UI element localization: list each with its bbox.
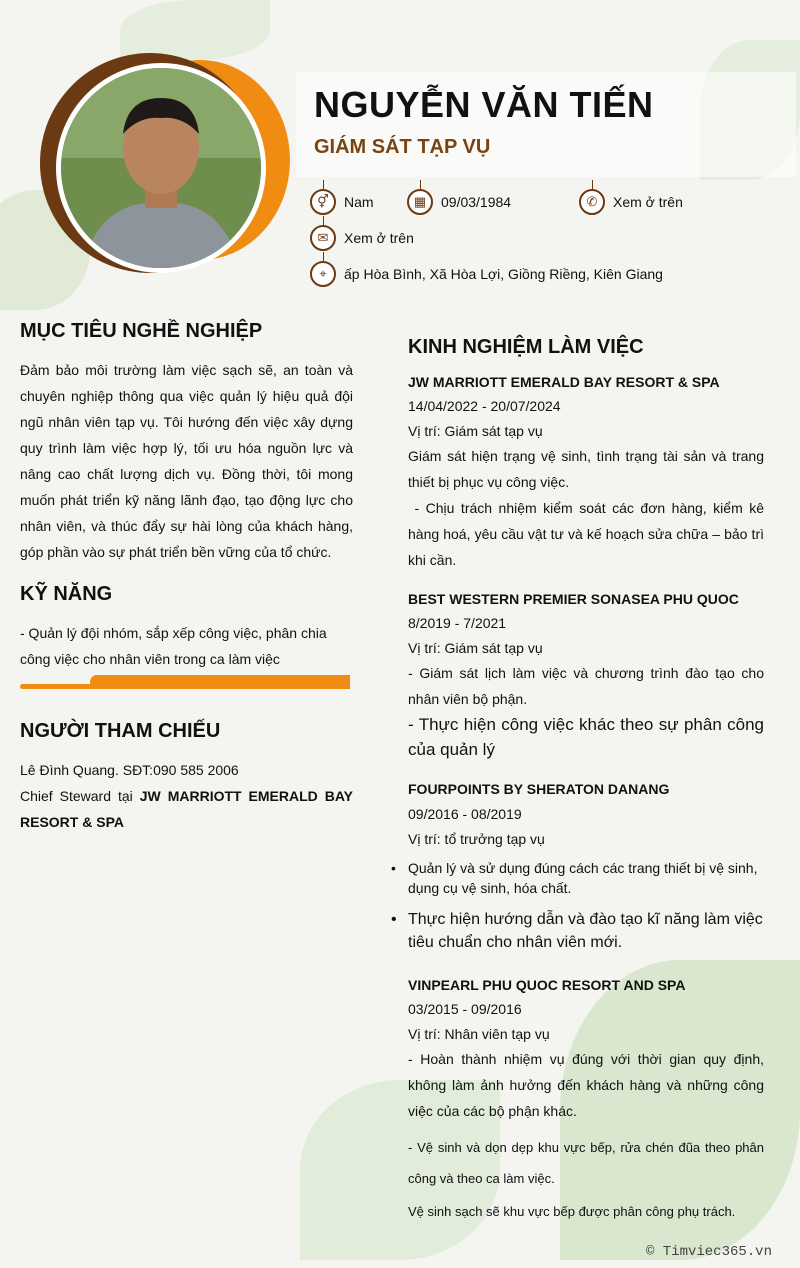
job-3-period: 09/2016 - 08/2019 <box>408 806 522 822</box>
job-3-duties <box>408 858 764 954</box>
objective-title: MỤC TIÊU NGHỀ NGHIỆP <box>20 320 263 342</box>
job-4-desc-3: Vệ sinh sạch sẽ khu vực bếp được phân công phụ trách. <box>408 1204 736 1219</box>
skills-title: KỸ NĂNG <box>20 583 113 605</box>
envelope-icon: ✉ <box>310 225 336 251</box>
skills-line-2: công việc cho nhân viên trong ca làm việc <box>20 651 280 667</box>
job-3-company: FOURPOINTS BY SHERATON DANANG <box>408 781 670 797</box>
job-4-desc-2: - Vệ sinh và dọn dẹp khu vực bếp, rửa chén đũa theo phân công và theo ca làm việc. <box>408 1140 764 1186</box>
job-title: GIÁM SÁT TẠP VỤ <box>314 136 491 158</box>
gender-value: Nam <box>344 194 374 210</box>
job-4-desc-1: - Hoàn thành nhiệm vụ đúng với thời gian quy định, không làm ảnh hưởng đến khách hàng và những công việc của các bộ phận khác. <box>408 1051 764 1119</box>
job-2-company: BEST WESTERN PREMIER SONASEA PHU QUOC <box>408 591 739 607</box>
email-info <box>310 225 414 251</box>
job-3-duty-1: • Quản lý và sử dụng đúng cách các trang thiết bị vệ sinh, dụng cụ vệ sinh, hóa chất. <box>408 858 764 898</box>
job-1-position: Vị trí: Giám sát tạp vụ <box>408 423 543 439</box>
skill-level-bar <box>20 675 350 689</box>
reference-title: NGƯỜI THAM CHIẾU <box>20 720 221 742</box>
job-1-company: JW MARRIOTT EMERALD BAY RESORT & SPA <box>408 374 720 390</box>
job-2-period: 8/2019 - 7/2021 <box>408 615 507 631</box>
watermark: © Timviec365.vn <box>645 1244 772 1260</box>
job-2-desc-2: - Thực hiện công việc khác theo sự phân công của quản lý <box>408 715 764 759</box>
reference-line-2 <box>20 783 353 835</box>
job-1-desc-1: Giám sát hiện trạng vệ sinh, tình trạng tài sản và trang thiết bị phục vụ công việc. <box>408 448 764 490</box>
gender-info <box>310 189 374 215</box>
phone-info <box>579 189 683 215</box>
skills-line-1: - Quản lý đội nhóm, sắp xếp công việc, phân chia <box>20 625 327 641</box>
birthday-info <box>407 189 511 215</box>
address-value: ấp Hòa Bình, Xã Hòa Lợi, Giồng Riềng, Kiên Giang <box>344 266 663 282</box>
gender-icon: ⚥ <box>310 189 336 215</box>
reference-company: JW MARRIOTT EMERALD BAY RESORT & SPA <box>20 788 354 830</box>
job-4-position: Vị trí: Nhân viên tạp vụ <box>408 1026 550 1042</box>
avatar <box>38 52 290 277</box>
job-3-position: Vị trí: tổ trưởng tạp vụ <box>408 831 545 847</box>
experience-title: KINH NGHIỆM LÀM VIỆC <box>408 336 644 358</box>
job-3-duty-2: • Thực hiện hướng dẫn và đào tạo kĩ năng làm việc tiêu chuẩn cho nhân viên mới. <box>408 908 764 954</box>
email-value: Xem ở trên <box>344 230 414 246</box>
job-1-period: 14/04/2022 - 20/07/2024 <box>408 398 561 414</box>
profile-photo <box>56 63 266 273</box>
job-4-company: VINPEARL PHU QUOC RESORT AND SPA <box>408 977 686 993</box>
birthday-value: 09/03/1984 <box>441 194 512 210</box>
calendar-icon: ▦ <box>407 189 433 215</box>
job-2-position: Vị trí: Giám sát tạp vụ <box>408 640 543 656</box>
phone-value: Xem ở trên <box>613 194 683 210</box>
phone-icon: ✆ <box>579 189 605 215</box>
reference-prefix: Chief Steward tại <box>20 788 140 804</box>
objective-text: Đảm bảo môi trường làm việc sạch sẽ, an toàn và chuyên nghiệp thông qua việc quản lý hiệu quả đội ngũ nhân viên tạp vụ. Tôi hướng đến việc xây dựng quy trình làm việc hợp lý, tối ưu hóa nguồn lực và nâng cao chất lượng dịch vụ. Đồng thời, tôi mong muốn phát triển kỹ năng lãnh đạo, tạo động lực cho nhân viên, và thúc đẩy sự hài lòng của khách hàng, góp phần vào sự phát triển bền vững của tổ chức. <box>20 362 353 560</box>
job-4-period: 03/2015 - 09/2016 <box>408 1001 522 1017</box>
job-2-desc-1: - Giám sát lịch làm việc và chương trình đào tạo cho nhân viên bộ phận. <box>408 665 764 707</box>
address-info <box>310 261 663 287</box>
location-pin-icon: ⌖ <box>310 261 336 287</box>
reference-line-1: Lê Đình Quang. SĐT:090 585 2006 <box>20 762 239 778</box>
job-1-desc-2: - Chịu trách nhiệm kiểm soát các đơn hàng, kiểm kê hàng hoá, yêu cầu vật tư và kế hoạch sửa chữa – bảo trì khi cần. <box>408 500 768 568</box>
full-name: NGUYỄN VĂN TIẾN <box>314 84 654 125</box>
